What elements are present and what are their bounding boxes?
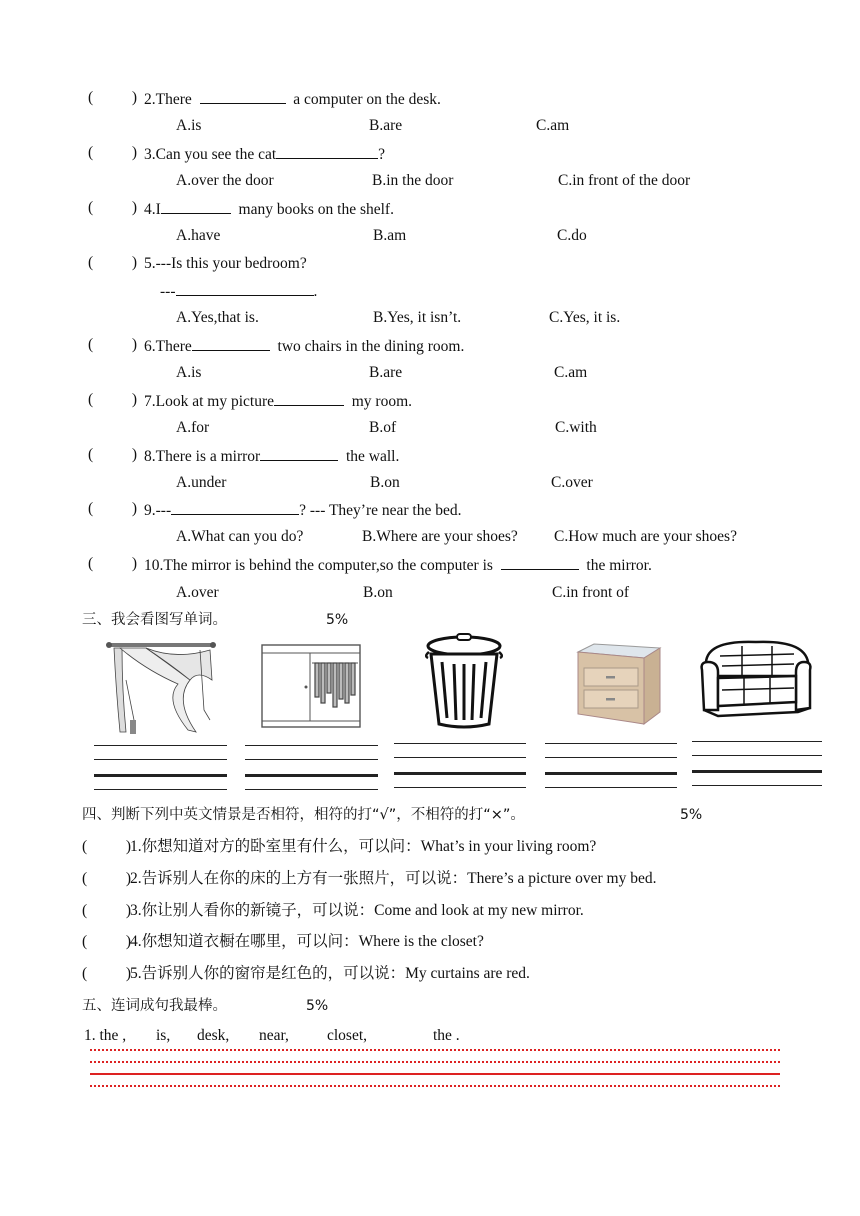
curtain-picture: [106, 640, 218, 740]
answer-paren[interactable]: ( ): [88, 391, 138, 408]
judge-paren[interactable]: ( ): [82, 838, 132, 855]
section-3-score: 5%: [326, 612, 349, 628]
judge-item: 2.告诉别人在你的床的上方有一张照片，可以说：There’s a picture over my bed.: [130, 870, 657, 887]
fill-blank[interactable]: [192, 336, 270, 351]
judge-paren[interactable]: ( ): [82, 965, 132, 982]
trash-bin-picture: [424, 632, 504, 732]
answer-paren[interactable]: ( ): [88, 89, 138, 106]
sofa-picture: [698, 632, 814, 718]
option-a: A.is: [176, 364, 202, 381]
option-c: C.do: [557, 227, 587, 244]
word-token: desk,: [197, 1027, 230, 1044]
option-c: C.am: [536, 117, 570, 134]
option-c: C.How much are your shoes?: [554, 528, 737, 545]
question-stem: 3.Can you see the cat ?: [144, 146, 386, 163]
option-b: B.am: [373, 227, 407, 244]
end-table-picture: [574, 642, 662, 726]
fill-blank[interactable]: [200, 89, 286, 104]
fill-blank[interactable]: [260, 446, 338, 461]
answer-paren[interactable]: ( ): [88, 555, 138, 572]
option-c: C.am: [554, 364, 588, 381]
answer-paren[interactable]: ( ): [88, 500, 138, 517]
word-token: is,: [156, 1027, 171, 1044]
judge-item: 5.告诉别人你的窗帘是红色的，可以说：My curtains are red.: [130, 965, 530, 982]
question-stem: 5.---Is this your bedroom?: [144, 255, 307, 272]
option-c: C.over: [551, 474, 593, 491]
option-c: C.with: [555, 419, 597, 436]
question-stem: 9.--- ? --- They’re near the bed.: [144, 502, 462, 519]
fill-blank[interactable]: [171, 500, 299, 515]
section-4-title: 四、判断下列中英文情景是否相符，相符的打“√”，不相符的打“×”。: [82, 807, 525, 823]
question-stem: 8.There is a mirror the wall.: [144, 448, 400, 465]
answer-paren[interactable]: ( ): [88, 144, 138, 161]
option-b: B.on: [363, 584, 393, 601]
option-b: B.are: [369, 117, 403, 134]
word-token: near,: [259, 1027, 289, 1044]
option-b: B.are: [369, 364, 403, 381]
question-stem: 2.There a computer on the desk.: [144, 91, 441, 108]
option-a: A.under: [176, 474, 227, 491]
judge-paren[interactable]: ( ): [82, 870, 132, 887]
answer-paren[interactable]: ( ): [88, 254, 138, 271]
sentence-number: 1. the ,: [84, 1027, 127, 1044]
option-a: A.for: [176, 419, 210, 436]
section-5-score: 5%: [306, 998, 329, 1014]
section-4-score: 5%: [680, 807, 703, 823]
option-b: B.in the door: [372, 172, 454, 189]
answer-paren[interactable]: ( ): [88, 446, 138, 463]
option-a: A.What can you do?: [176, 528, 304, 545]
option-a: A.over the door: [176, 172, 274, 189]
fill-blank[interactable]: [276, 144, 378, 159]
option-c: C.in front of the door: [558, 172, 691, 189]
word-token: the .: [433, 1027, 460, 1044]
question-stem: 4.I many books on the shelf.: [144, 201, 394, 218]
fill-blank[interactable]: [501, 555, 579, 570]
option-c: C.in front of: [552, 584, 630, 601]
judge-item: 3.你让别人看你的新镜子，可以说：Come and look at my new mirror.: [130, 902, 584, 919]
option-b: B.on: [370, 474, 400, 491]
answer-paren[interactable]: ( ): [88, 199, 138, 216]
section-5-title: 五、连词成句我最棒。: [82, 998, 227, 1014]
fill-blank[interactable]: [176, 281, 314, 296]
question-stem: 10.The mirror is behind the computer,so the computer is the mirror.: [144, 557, 652, 574]
option-a: A.over: [176, 584, 219, 601]
closet-picture: [260, 643, 364, 729]
judge-paren[interactable]: ( ): [82, 902, 132, 919]
option-b: B.Where are your shoes?: [362, 528, 518, 545]
fill-blank[interactable]: [274, 391, 344, 406]
judge-paren[interactable]: ( ): [82, 933, 132, 950]
option-b: B.Yes, it isn’t.: [373, 309, 462, 326]
judge-item: 4.你想知道衣橱在哪里，可以问：Where is the closet?: [130, 933, 484, 950]
option-c: C.Yes, it is.: [549, 309, 621, 326]
question-stem: 6.There two chairs in the dining room.: [144, 338, 465, 355]
section-3-title: 三、我会看图写单词。: [82, 612, 227, 628]
option-a: A.Yes,that is.: [176, 309, 259, 326]
answer-paren[interactable]: ( ): [88, 336, 138, 353]
option-b: B.of: [369, 419, 397, 436]
fill-blank[interactable]: [161, 199, 231, 214]
option-a: A.have: [176, 227, 221, 244]
judge-item: 1.你想知道对方的卧室里有什么，可以问：What’s in your living room?: [130, 838, 597, 855]
option-a: A.is: [176, 117, 202, 134]
question-stem: 7.Look at my picture my room.: [144, 393, 413, 410]
word-token: closet,: [327, 1027, 368, 1044]
answer-line: --- .: [160, 283, 318, 300]
